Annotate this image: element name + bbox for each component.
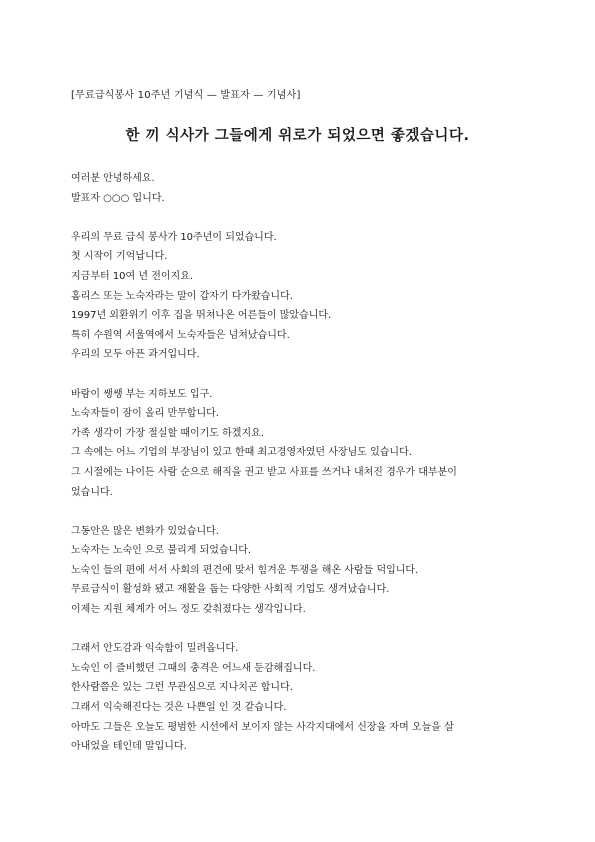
paragraph bbox=[71, 169, 531, 208]
text-line: 그래서 안도감과 익숙함이 밀려옵니다. bbox=[71, 643, 239, 655]
text-line: 아내었을 테인데 말입니다. bbox=[71, 741, 187, 753]
text-line: 우리의 모두 아픈 과거입니다. bbox=[71, 349, 200, 361]
text-line: 홈리스 또는 노숙자라는 말이 갑자기 다가왔습니다. bbox=[71, 290, 293, 302]
paragraph bbox=[71, 639, 531, 757]
document-title: 한 끼 식사가 그들에게 위로가 되었으면 좋겠습니다. bbox=[125, 128, 470, 144]
text-line: 1997년 외환위기 이후 집을 뛰쳐나온 어른들이 많았습니다. bbox=[71, 310, 332, 322]
text-line: 이제는 지원 체계가 어느 정도 갖춰졌다는 생각입니다. bbox=[71, 604, 306, 616]
text-line: 었습니다. bbox=[71, 486, 113, 498]
document-body bbox=[71, 169, 531, 776]
text-line: 노숙인 들의 편에 서서 사회의 편견에 맞서 힘겨운 투쟁을 해온 사람들 덕입니다. bbox=[71, 564, 419, 576]
text-line: 그래서 익숙해진다는 것은 나쁜일 인 것 같습니다. bbox=[71, 702, 287, 714]
text-line: 그 시절에는 나이든 사람 순으로 해직을 권고 받고 사표를 쓰거나 내쳐진 경우가 대부분이 bbox=[71, 466, 457, 478]
text-line: 무료급식이 활성화 됐고 재활을 돕는 다양한 사회적 기업도 생겨났습니다. bbox=[71, 584, 390, 596]
text-line: 가족 생각이 가장 절실할 때이기도 하겠지요. bbox=[71, 427, 264, 439]
text-line: 아마도 그들은 오늘도 평범한 시선에서 보이지 않는 사각지대에서 신장을 자며 오늘을 살 bbox=[71, 721, 454, 733]
text-line: 첫 시작이 기억납니다. bbox=[71, 251, 168, 263]
text-line: 지금부터 10여 년 전이지요. bbox=[71, 270, 194, 282]
text-line: 노숙자들이 잠이 올리 만무합니다. bbox=[71, 408, 219, 420]
text-line: 발표자 ○○○ 입니다. bbox=[71, 192, 165, 204]
paragraph bbox=[71, 228, 531, 365]
text-line: 노숙인 이 즐비했던 그때의 충격은 어느새 둔감해집니다. bbox=[71, 662, 316, 674]
text-line: 그 속에는 어느 기업의 부장님이 있고 한때 최고경영자였던 사장님도 있습니다. bbox=[71, 447, 412, 459]
text-line: 우리의 무료 급식 봉사가 10주년이 되었습니다. bbox=[71, 231, 277, 243]
text-line: 그동안은 많은 변화가 있었습니다. bbox=[71, 525, 219, 537]
paragraph bbox=[71, 522, 531, 620]
text-line: 한사람쯤은 있는 그런 무관심으로 지나치곤 합니다. bbox=[71, 682, 293, 694]
text-line: 여러분 안녕하세요. bbox=[71, 173, 155, 184]
document-header: [무료급식봉사 10주년 기념식 — 발표자 — 기념사] bbox=[71, 90, 301, 101]
text-line: 노숙자는 노숙인 으로 불리게 되었습니다. bbox=[71, 545, 252, 557]
text-line: 바람이 쌩쌩 부는 지하보도 입구. bbox=[71, 388, 213, 400]
paragraph bbox=[71, 385, 531, 503]
text-line: 특히 수원역 서울역에서 노숙자들은 넘쳐났습니다. bbox=[71, 329, 290, 341]
